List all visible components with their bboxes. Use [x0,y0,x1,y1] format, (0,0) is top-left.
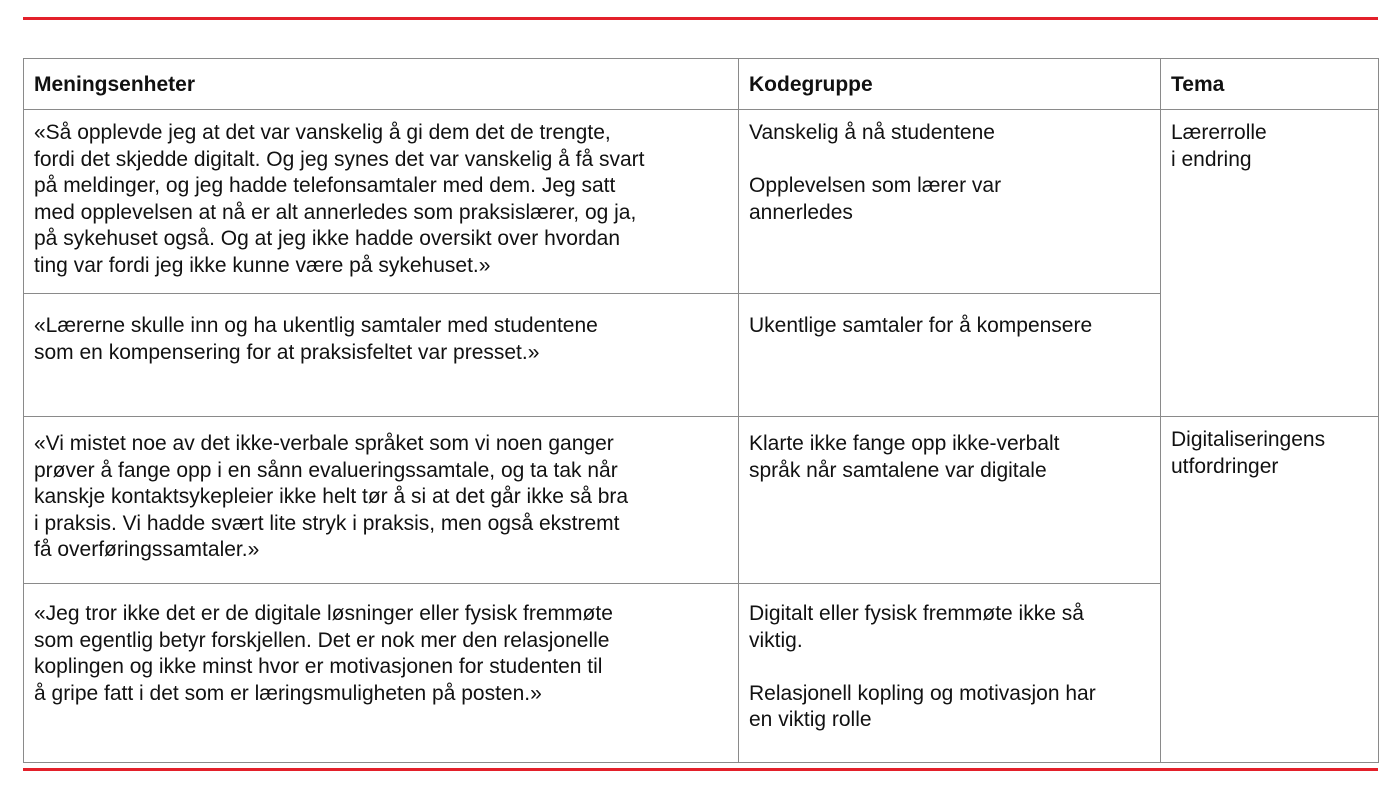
header-kodegruppe: Kodegruppe [739,59,1161,110]
quote-text: «Så opplevde jeg at det var vanskelig å gi dem det de trengte, fordi det skjedde digitalt. Og jeg synes det var vanskelig å få svart på meldinger, og jeg hadde telefonsamtaler med dem. Jeg satt med opplevelsen at nå er alt annerledes som praksislærer, og ja, på sykehuset også. Og at jeg ikke hadde oversikt over hvordan ting var fordi jeg ikke kunne være på sykehuset.» [34,121,645,277]
quote-cell [24,294,739,417]
code-cell [739,417,1161,584]
theme-cell [1161,417,1379,763]
header-tema: Tema [1161,59,1379,110]
code-text: Digitalt eller fysisk fremmøte ikke så viktig. [749,602,1084,652]
analysis-table [23,58,1379,763]
bottom-accent-rule [23,768,1378,771]
theme-text: Lærerrolle i endring [1171,121,1267,171]
header-meningsenheter: Meningsenheter [24,59,739,110]
quote-cell [24,417,739,584]
table-row [24,417,1379,584]
table-header-row [24,59,1379,110]
code-text: Vanskelig å nå studentene [749,121,995,144]
code-text: Ukentlige samtaler for å kompensere [749,314,1093,337]
quote-cell [24,110,739,294]
code-text: Klarte ikke fange opp ikke-verbalt språk når samtalene var digitale [749,432,1060,482]
top-accent-rule [23,17,1378,20]
code-text: Relasjonell kopling og motivasjon har en viktig rolle [749,681,1096,731]
quote-text: «Jeg tror ikke det er de digitale løsninger eller fysisk fremmøte som egentlig betyr forskjellen. Det er nok mer den relasjonelle koplingen og ikke minst hvor er motivasjonen for studenten til å gripe fatt i det som er læringsmuligheten på posten.» [34,602,613,705]
quote-text: «Lærerne skulle inn og ha ukentlig samtaler med studentene som en kompensering for at praksisfeltet var presset.» [34,314,598,364]
theme-cell [1161,110,1379,417]
code-cell [739,584,1161,763]
theme-text: Digitaliseringens utfordringer [1171,428,1326,478]
quote-cell [24,584,739,763]
code-text: Opplevelsen som lærer var annerledes [749,174,1002,224]
code-cell [739,110,1161,294]
code-cell [739,294,1161,417]
quote-text: «Vi mistet noe av det ikke-verbale språket som vi noen ganger prøver å fange opp i en sånn evalueringssamtale, og ta tak når kanskje kontaktsykepleier ikke helt tør å si at det går ikke så bra i praksis. Vi hadde svært lite stryk i praksis, men også ekstremt få overføringssamtaler.» [34,432,629,561]
table-row [24,110,1379,294]
